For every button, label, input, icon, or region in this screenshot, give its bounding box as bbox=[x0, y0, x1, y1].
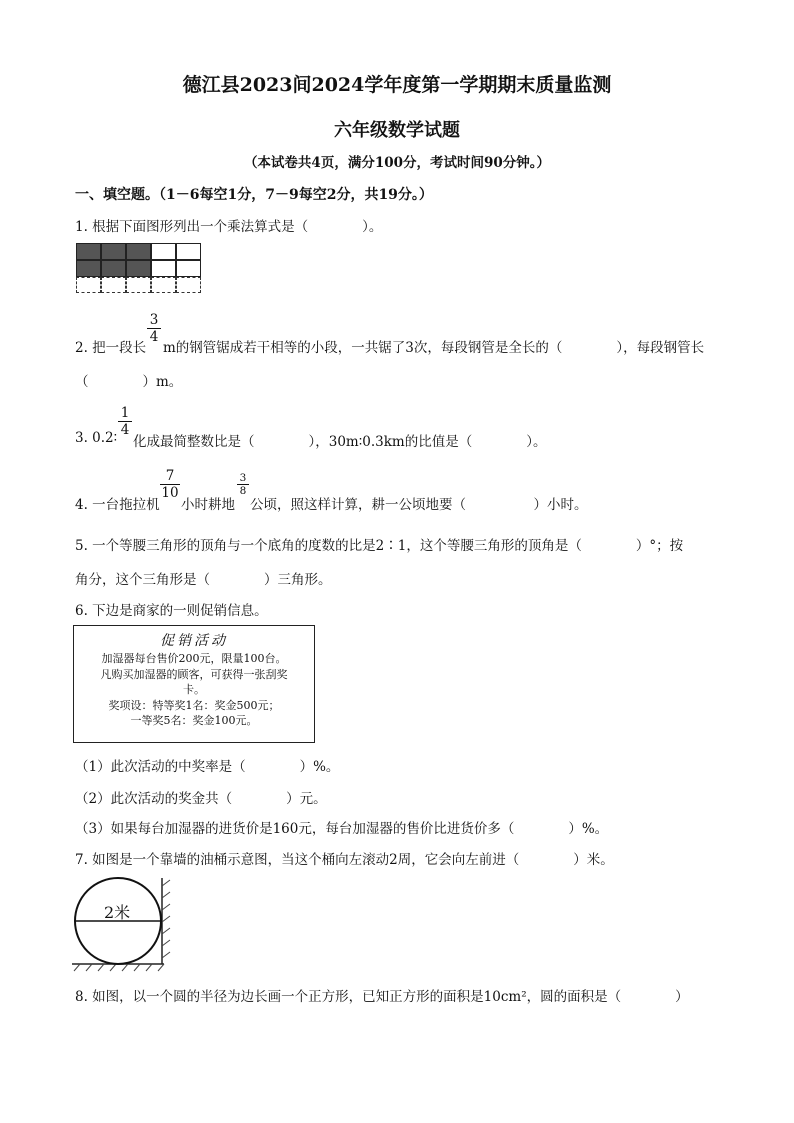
question-4-prefix: 4. 一台拖拉机 bbox=[75, 497, 160, 513]
grid-cell-dashed bbox=[76, 277, 101, 293]
question-2-prefix: 2. 把一段长 bbox=[75, 340, 147, 356]
question-6-sub1: （1）此次活动的中奖率是（ ）%。 bbox=[75, 759, 340, 775]
fraction-denominator: 10 bbox=[161, 485, 179, 501]
diagram-label: 2米 bbox=[104, 903, 131, 922]
promo-title: 促销活动 bbox=[160, 633, 228, 649]
promo-line: 奖项设：特等奖1名：奖金500元； bbox=[108, 698, 280, 712]
exam-title: 德江县2023间2024学年度第一学期期末质量监测 bbox=[182, 74, 612, 96]
question-3-fraction bbox=[118, 405, 132, 438]
question-6-sub3: （3）如果每台加湿器的进货价是160元，每台加湿器的售价比进货价多（ ）%。 bbox=[75, 821, 609, 837]
grid-cell-dashed bbox=[126, 277, 151, 293]
grid-cell-shaded bbox=[76, 260, 101, 277]
exam-subtitle: 六年级数学试题 bbox=[334, 120, 460, 141]
question-3-prefix: 3. 0.2∶ bbox=[75, 430, 118, 446]
question-8-text: 8. 如图，以一个圆的半径为边长画一个正方形，已知正方形的面积是10cm²，圆的面积是（ ） bbox=[75, 989, 689, 1005]
question-6-sub2: （2）此次活动的奖金共（ ）元。 bbox=[75, 791, 327, 807]
grid-cell bbox=[176, 260, 201, 277]
grid-cell-dashed bbox=[151, 277, 176, 293]
promo-line: 凡购买加湿器的顾客，可获得一张刮奖 bbox=[100, 667, 288, 681]
promo-notice-box bbox=[73, 625, 315, 743]
fraction-denominator: 4 bbox=[149, 329, 159, 345]
promo-line: 卡。 bbox=[183, 683, 205, 696]
oil-barrel-diagram bbox=[70, 876, 176, 972]
promo-line: 一等奖5名：奖金100元。 bbox=[130, 714, 258, 727]
grid-cell-dashed bbox=[176, 277, 201, 293]
question-2-suffix: m的钢管锯成若干相等的小段，一共锯了3次，每段钢管是全长的（ ），每段钢管长 bbox=[163, 340, 705, 356]
question-4-fraction-1 bbox=[160, 468, 180, 501]
fraction-numerator: 3 bbox=[237, 472, 249, 485]
question-4-fraction-2 bbox=[237, 472, 249, 497]
fraction-numerator: 7 bbox=[160, 468, 180, 485]
promo-line: 加湿器每台售价200元，限量100台。 bbox=[101, 652, 287, 665]
fraction-denominator: 8 bbox=[239, 485, 247, 497]
grid-cell-shaded bbox=[126, 260, 151, 277]
question-5-line1: 5. 一个等腰三角形的顶角与一个底角的度数的比是2∶1，这个等腰三角形的顶角是（ ）°；按 bbox=[75, 538, 684, 554]
grid-cell bbox=[151, 243, 176, 260]
grid-cell bbox=[176, 243, 201, 260]
question-4-suffix: 公顷，照这样计算，耕一公顷地要（ ）小时。 bbox=[250, 497, 588, 513]
grid-cell bbox=[151, 260, 176, 277]
grid-cell-shaded bbox=[101, 243, 126, 260]
grid-cell-shaded bbox=[126, 243, 151, 260]
question-2-fraction bbox=[147, 312, 161, 345]
question-1-text: 1. 根据下面图形列出一个乘法算式是（ ）。 bbox=[75, 219, 383, 235]
grid-cell-dashed bbox=[101, 277, 126, 293]
fraction-numerator: 3 bbox=[147, 312, 161, 329]
fraction-denominator: 4 bbox=[120, 422, 130, 438]
ground-hatch bbox=[74, 964, 164, 971]
section-heading: 一、填空题。（1－6每空1分，7－9每空2分，共19分。） bbox=[75, 187, 433, 203]
question-2-line2: （ ）m。 bbox=[75, 374, 183, 390]
question-7-text: 7. 如图是一个靠墙的油桶示意图，当这个桶向左滚动2周，它会向左前进（ ）米。 bbox=[75, 852, 614, 868]
exam-note: （本试卷共4页，满分100分，考试时间90分钟。） bbox=[243, 155, 551, 171]
question-4-mid: 小时耕地 bbox=[181, 497, 235, 513]
question-6-intro: 6. 下边是商家的一则促销信息。 bbox=[75, 603, 268, 619]
question-3-suffix: 化成最简整数比是（ ），30m∶0.3km的比值是（ ）。 bbox=[133, 434, 547, 450]
grid-cell-shaded bbox=[76, 243, 101, 260]
question-5-line2: 角分，这个三角形是（ ）三角形。 bbox=[75, 572, 332, 588]
wall-hatch bbox=[162, 880, 170, 958]
grid-cell-shaded bbox=[101, 260, 126, 277]
fraction-numerator: 1 bbox=[118, 405, 132, 422]
